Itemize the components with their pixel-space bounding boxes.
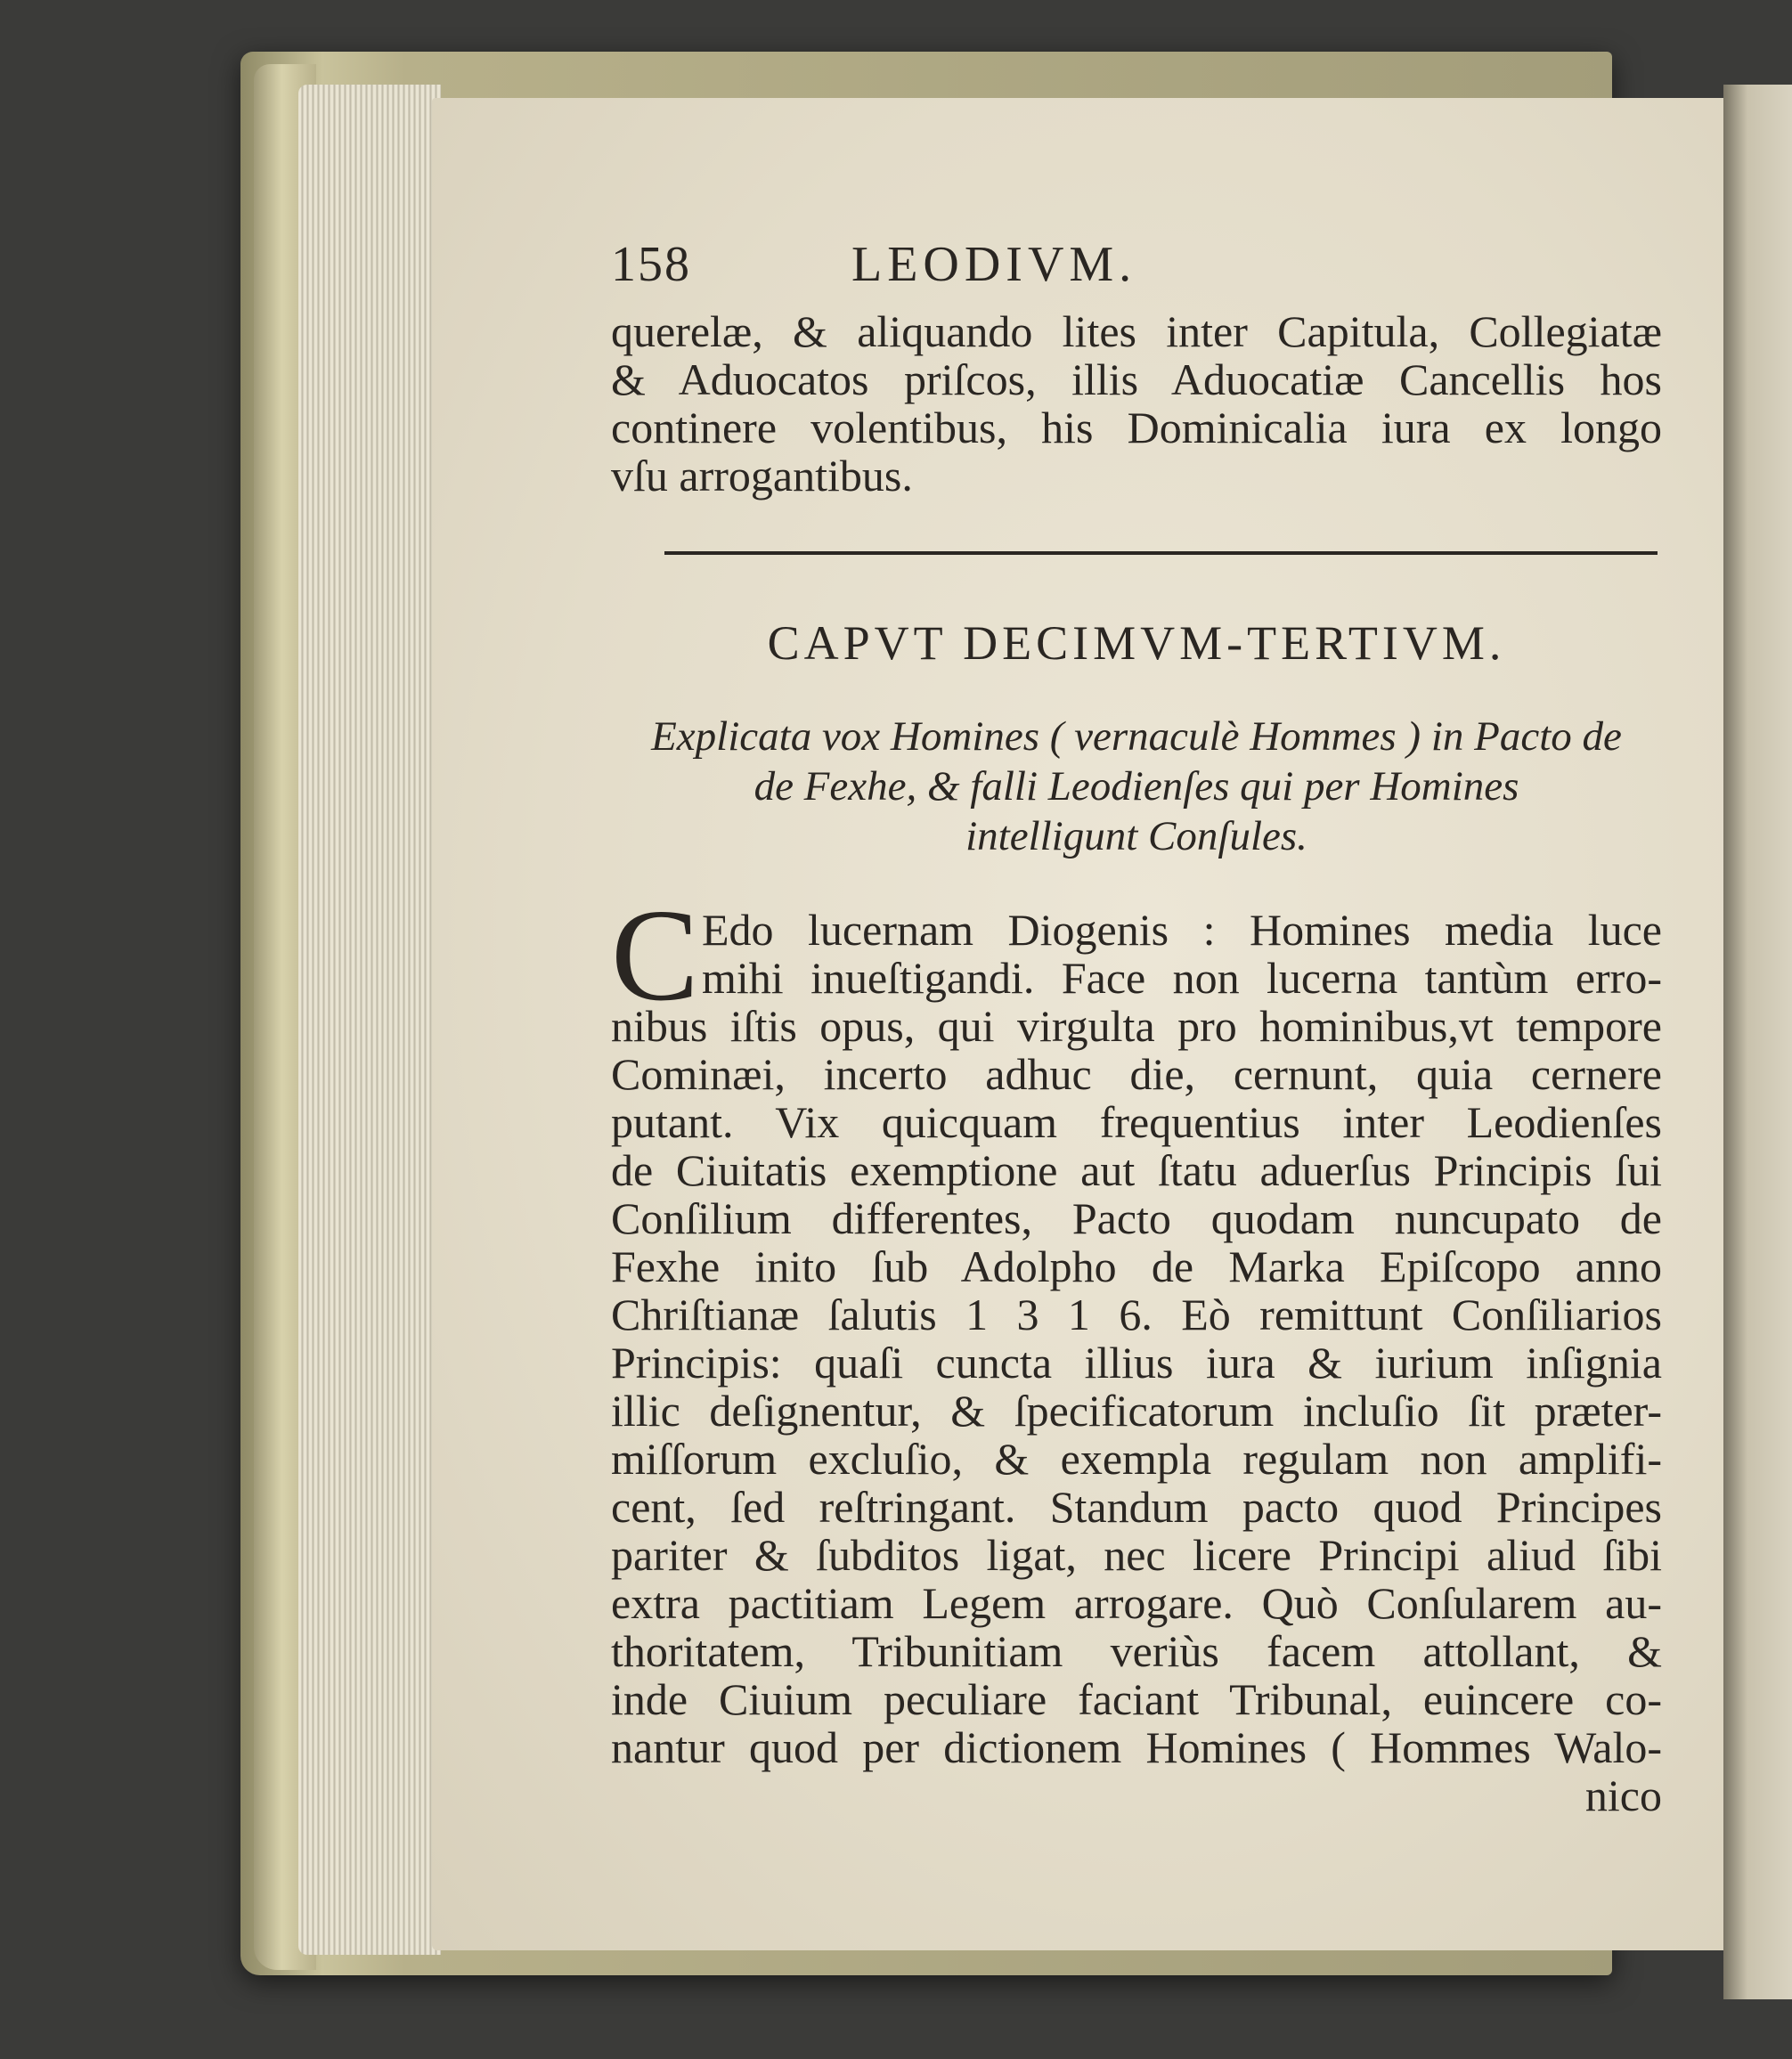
page-edges xyxy=(298,85,441,1955)
text-line: mihi inueſtigandi. Face non lucerna tantùm erro- xyxy=(702,953,1662,1003)
text-line: querelæ, & aliquando lites inter Capitula, Collegiatæ xyxy=(611,306,1662,356)
text-line: Principis: quaſi cuncta illius iura & iurium inſignia xyxy=(611,1338,1662,1388)
drop-cap: C xyxy=(611,883,699,1029)
text-line: miſſorum excluſio, & exempla regulam non amplifi- xyxy=(611,1434,1662,1484)
summary-line: de Fexhe, & falli Leodienſes qui per Homines xyxy=(753,763,1519,810)
facing-page-edge xyxy=(1723,85,1792,1999)
text-line: extra pactitiam Legem arrogare. Quò Conſularem au- xyxy=(611,1578,1662,1628)
text-line: thoritatem, Tribunitiam veriùs facem attollant, & xyxy=(611,1626,1662,1676)
text-line: Fexhe inito ſub Adolpho de Marka Epiſcopo anno xyxy=(611,1241,1662,1291)
page-number: 158 xyxy=(611,237,691,292)
text-line: cent, ſed reſtringant. Standum pacto quod Principes xyxy=(611,1482,1662,1532)
paragraph-1 xyxy=(611,307,1662,500)
body-paragraph xyxy=(611,883,1662,1820)
text-line: Chriſtianæ ſalutis 1 3 1 6. Eò remittunt Conſiliarios xyxy=(611,1290,1662,1339)
chapter-title: CAPVT DECIMVM-TERTIVM. xyxy=(767,616,1506,670)
text-line: inde Ciuium peculiare faciant Tribunal, euincere co- xyxy=(611,1674,1662,1724)
chapter-summary xyxy=(611,712,1662,861)
text-line: Edo lucernam Diogenis : Homines media luce xyxy=(702,905,1662,955)
text-line: vſu arrogantibus. xyxy=(611,451,913,501)
text-line: putant. Vix quicquam frequentius inter Leodienſes xyxy=(611,1097,1662,1147)
text-line: Conſilium differentes, Pacto quodam nuncupato de xyxy=(611,1193,1662,1243)
summary-line: Explicata vox Homines ( vernaculè Hommes ) in Pacto de xyxy=(651,713,1622,760)
text-line: pariter & ſubditos ligat, nec licere Principi aliud ſibi xyxy=(611,1530,1662,1580)
text-block xyxy=(611,236,1662,1819)
text-line: nantur quod per dictionem Homines ( Hommes Walo- xyxy=(611,1722,1662,1772)
text-line: continere volentibus, his Dominicalia iura ex longo xyxy=(611,403,1662,452)
text-line: de Ciuitatis exemptione aut ſtatu aduerſus Principis ſui xyxy=(611,1145,1662,1195)
section-rule xyxy=(664,551,1658,555)
text-line: Cominæi, incerto adhuc die, cernunt, quia cernere xyxy=(611,1049,1662,1099)
text-line: nibus iſtis opus, qui virgulta pro hominibus,vt tempore xyxy=(611,1001,1662,1051)
text-line: illic deſignentur, & ſpecificatorum incluſio ſit præter- xyxy=(611,1386,1662,1436)
running-title: LEODIVM. xyxy=(851,237,1137,292)
summary-line: intelligunt Conſules. xyxy=(965,813,1307,859)
catchword: nico xyxy=(1584,1770,1662,1820)
running-head xyxy=(611,236,1662,307)
text-line: & Aduocatos priſcos, illis Aduocatiæ Cancellis hos xyxy=(611,354,1662,404)
